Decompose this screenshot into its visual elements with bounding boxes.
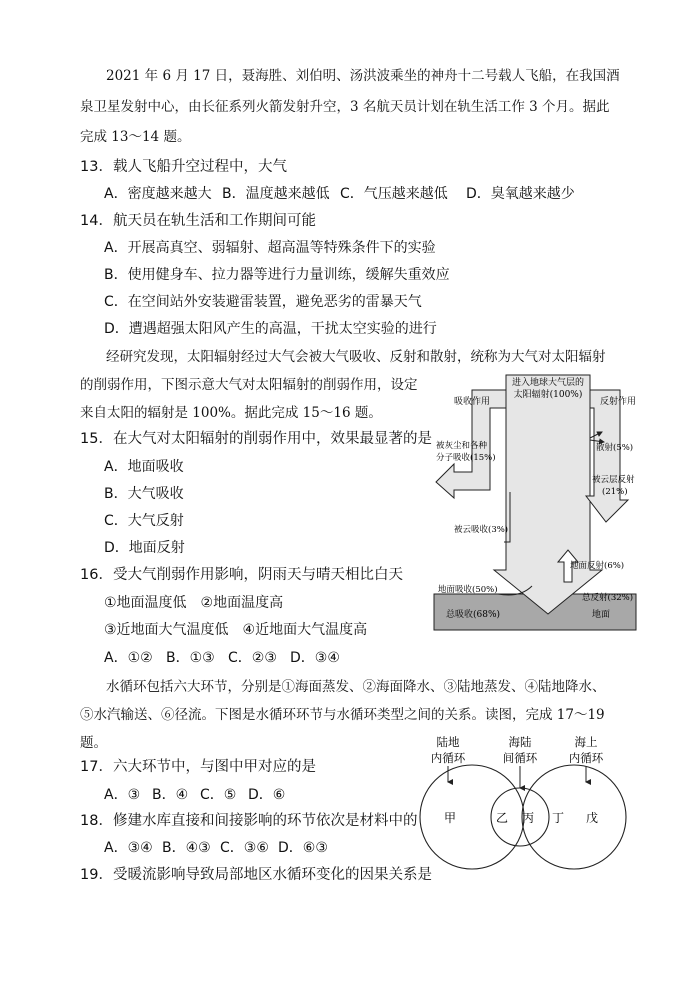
rad-cloud-absorb: 被云吸收(3%) bbox=[454, 525, 509, 535]
sea-land-cycle-title-line2: 间循环 bbox=[502, 751, 538, 765]
q18-option-d: D．⑥③ bbox=[278, 840, 328, 856]
rad-top-line2: 太阳辐射(100%) bbox=[513, 390, 583, 400]
rad-cloud-reflect-line2: (21%) bbox=[602, 487, 628, 497]
rad-ground-absorb: 地面吸收(50%) bbox=[438, 585, 498, 595]
rad-absorb-title: 吸收作用 bbox=[454, 397, 491, 407]
intro2-line1: 经研究发现，太阳辐射经过大气会被大气吸收、反射和散射，统称为大气对太阳辐射 bbox=[106, 349, 606, 365]
water-cycle-diagram bbox=[408, 732, 640, 870]
q19-stem: 19．受暖流影响导致局部地区水循环变化的因果关系是 bbox=[80, 867, 432, 883]
q16-options bbox=[104, 648, 340, 668]
rad-scatter: 散射(5%) bbox=[596, 443, 634, 453]
q17-options bbox=[104, 785, 285, 805]
q16-stem: 16．受大气削弱作用影响，阴雨天与晴天相比白天 bbox=[80, 567, 403, 583]
q18-options bbox=[104, 838, 328, 858]
rad-top-line1: 进入地球大气层的 bbox=[511, 378, 585, 388]
intro2-line3: 来自太阳的辐射是 100%。据此完成 15～16 题。 bbox=[80, 405, 382, 421]
q14-stem: 14．航天员在轨生活和工作期间可能 bbox=[80, 213, 316, 229]
cloud-reflect-arrow bbox=[586, 390, 628, 522]
q14-option-a: A．开展高真空、弱辐射、超高温等特殊条件下的实验 bbox=[104, 240, 436, 256]
q15-option-b: B．大气吸收 bbox=[104, 486, 184, 502]
label-bing: 丙 bbox=[521, 811, 535, 825]
q13-options bbox=[104, 184, 575, 204]
q16-choices-line2: ③近地面大气温度低 ④近地面大气温度高 bbox=[104, 622, 368, 638]
intro3-line3: 题。 bbox=[80, 735, 107, 751]
q17-stem: 17．六大环节中，与图中甲对应的是 bbox=[80, 759, 316, 775]
rad-ground-reflect: 地面反射(6%) bbox=[570, 561, 625, 571]
q13-option-d: D．臭氧越来越少 bbox=[466, 186, 575, 202]
label-yi: 乙 bbox=[495, 811, 509, 825]
q16-option-a: A．①② bbox=[104, 650, 153, 666]
q15-option-a: A．地面吸收 bbox=[104, 459, 184, 475]
q18-option-c: C．③⑥ bbox=[220, 840, 269, 856]
q15-stem: 15．在大气对太阳辐射的削弱作用中，效果最显著的是 bbox=[80, 431, 432, 447]
q18-option-a: A．③④ bbox=[104, 840, 153, 856]
q13-option-b: B．温度越来越低 bbox=[222, 186, 330, 202]
q17-option-d: D．⑥ bbox=[248, 787, 286, 803]
label-ding: 丁 bbox=[551, 811, 565, 825]
intro1-line3: 完成 13～14 题。 bbox=[80, 129, 191, 145]
q17-option-b: B．④ bbox=[152, 787, 189, 803]
land-cycle-title-line1: 陆地 bbox=[436, 735, 460, 749]
q17-option-a: A．③ bbox=[104, 787, 141, 803]
rad-ground-label: 地面 bbox=[592, 610, 611, 620]
intro1-line1: 2021 年 6 月 17 日，聂海胜、刘伯明、汤洪波乘坐的神舟十二号载人飞船，在我国酒 bbox=[106, 68, 620, 84]
intro1-line2: 泉卫星发射中心，由长征系列火箭发射升空，3 名航天员计划在轨生活工作 3 个月。据此 bbox=[80, 99, 610, 115]
rad-dust-line2: 分子吸收(15%) bbox=[436, 453, 496, 463]
q13-option-c: C．气压越来越低 bbox=[340, 186, 448, 202]
q18-option-b: B．④③ bbox=[162, 840, 211, 856]
q16-option-b: B．①③ bbox=[166, 650, 215, 666]
q14-option-d: D．遭遇超强太阳风产生的高温，干扰太空实验的进行 bbox=[104, 321, 437, 337]
rad-reflect-title: 反射作用 bbox=[600, 397, 637, 407]
rad-total-reflect: 总反射(32%) bbox=[582, 593, 634, 603]
q16-choices-line1: ①地面温度低 ②地面温度高 bbox=[104, 595, 284, 611]
q16-option-d: D．③④ bbox=[290, 650, 340, 666]
q14-option-b: B．使用健身车、拉力器等进行力量训练，缓解失重效应 bbox=[104, 267, 450, 283]
land-cycle-circle bbox=[420, 765, 524, 869]
q18-stem: 18．修建水库直接和间接影响的环节依次是材料中的 bbox=[80, 813, 418, 829]
rad-dust-line1: 被灰尘和各种 bbox=[436, 441, 488, 451]
q16-option-c: C．②③ bbox=[228, 650, 277, 666]
intro3-line2: ⑤水汽输送、⑥径流。下图是水循环环节与水循环类型之间的关系。读图，完成 17～19 bbox=[80, 707, 605, 723]
q13-option-a: A．密度越来越大 bbox=[104, 186, 212, 202]
intro3-line1: 水循环包括六大环节，分别是①海面蒸发、②海面降水、③陆地蒸发、④陆地降水、 bbox=[106, 679, 606, 695]
q17-option-c: C．⑤ bbox=[200, 787, 237, 803]
q14-option-c: C．在空间站外安装避雷装置，避免恶劣的雷暴天气 bbox=[104, 294, 422, 310]
q15-option-d: D．地面反射 bbox=[104, 540, 185, 556]
rad-total-absorb: 总吸收(68%) bbox=[446, 610, 501, 620]
q13-stem: 13．载人飞船升空过程中，大气 bbox=[80, 159, 287, 175]
land-cycle-title-line2: 内循环 bbox=[430, 751, 466, 765]
sea-land-cycle-title-line1: 海陆 bbox=[508, 735, 532, 749]
sea-cycle-circle bbox=[522, 765, 626, 869]
radiation-diagram bbox=[432, 372, 638, 634]
sea-cycle-title-line1: 海上 bbox=[574, 735, 598, 749]
rad-cloud-reflect-line1: 被云层反射 bbox=[592, 475, 635, 485]
sea-cycle-title-line2: 内循环 bbox=[568, 751, 604, 765]
label-jia: 甲 bbox=[443, 811, 457, 825]
label-wu: 戊 bbox=[585, 811, 599, 825]
intro2-line2: 的削弱作用，下图示意大气对太阳辐射的削弱作用，设定 bbox=[80, 377, 418, 393]
q15-option-c: C．大气反射 bbox=[104, 513, 184, 529]
